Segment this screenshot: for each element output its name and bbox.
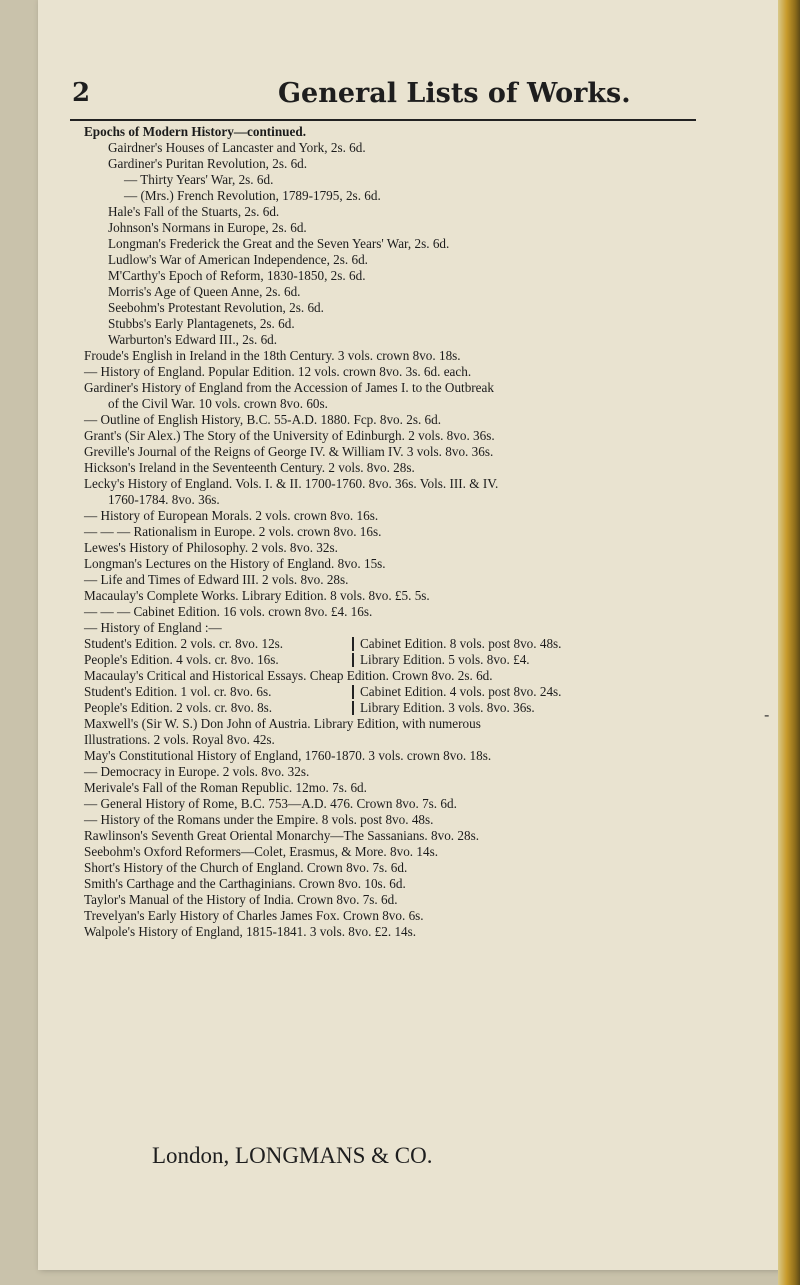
list-item: of the Civil War. 10 vols. crown 8vo. 60s. — [108, 396, 328, 411]
edition-left: Student's Edition. 1 vol. cr. 8vo. 6s. — [84, 684, 272, 699]
list-item: Stubbs's Early Plantagenets, 2s. 6d. — [108, 316, 295, 331]
list-item: Lewes's History of Philosophy. 2 vols. 8vo. 32s. — [84, 540, 338, 555]
list-item: Ludlow's War of American Independence, 2s. 6d. — [108, 252, 368, 267]
list-item: — History of England. Popular Edition. 12 vols. crown 8vo. 3s. 6d. each. — [84, 364, 472, 379]
list-item: Smith's Carthage and the Carthaginians. Crown 8vo. 10s. 6d. — [84, 876, 406, 891]
list-item: Warburton's Edward III., 2s. 6d. — [108, 332, 278, 347]
column-divider — [352, 685, 354, 699]
page-edge — [778, 0, 800, 1285]
list-item: Morris's Age of Queen Anne, 2s. 6d. — [108, 284, 301, 299]
list-item: — History of European Morals. 2 vols. crown 8vo. 16s. — [84, 508, 379, 523]
margin-mark: - — [764, 705, 770, 724]
list-item: Illustrations. 2 vols. Royal 8vo. 42s. — [84, 732, 275, 747]
list-item: Froude's English in Ireland in the 18th Century. 3 vols. crown 8vo. 18s. — [84, 348, 461, 363]
list-item: Taylor's Manual of the History of India. Crown 8vo. 7s. 6d. — [84, 892, 398, 907]
column-divider — [352, 637, 354, 651]
list-item: — (Mrs.) French Revolution, 1789-1795, 2s. 6d. — [124, 188, 381, 203]
edition-row — [84, 684, 704, 700]
list-item: Gardiner's Puritan Revolution, 2s. 6d. — [108, 156, 308, 171]
list-item: Longman's Lectures on the History of England. 8vo. 15s. — [84, 556, 386, 571]
list-item: Longman's Frederick the Great and the Seven Years' War, 2s. 6d. — [108, 236, 450, 251]
list-item: Seebohm's Protestant Revolution, 2s. 6d. — [108, 300, 324, 315]
edition-left: People's Edition. 2 vols. cr. 8vo. 8s. — [84, 700, 273, 715]
edition-left: Student's Edition. 2 vols. cr. 8vo. 12s. — [84, 636, 284, 651]
list-item: Rawlinson's Seventh Great Oriental Monarchy—The Sassanians. 8vo. 28s. — [84, 828, 480, 843]
list-item: Short's History of the Church of England. Crown 8vo. 7s. 6d. — [84, 860, 408, 875]
list-item: Seebohm's Oxford Reformers—Colet, Erasmus, & More. 8vo. 14s. — [84, 844, 438, 859]
list-item: — History of England :— — [84, 620, 222, 635]
column-divider — [352, 701, 354, 715]
edition-right: Library Edition. 3 vols. 8vo. 36s. — [360, 700, 535, 715]
list-item: M'Carthy's Epoch of Reform, 1830-1850, 2s. 6d. — [108, 268, 366, 283]
list-item: Hale's Fall of the Stuarts, 2s. 6d. — [108, 204, 280, 219]
edition-right: Cabinet Edition. 8 vols. post 8vo. 48s. — [360, 636, 562, 651]
list-item: — Life and Times of Edward III. 2 vols. 8vo. 28s. — [84, 572, 349, 587]
list-item: Walpole's History of England, 1815-1841. 3 vols. 8vo. £2. 14s. — [84, 924, 417, 939]
edition-right: Library Edition. 5 vols. 8vo. £4. — [360, 652, 530, 667]
column-divider — [352, 653, 354, 667]
book-list — [84, 124, 704, 940]
list-item: Gardiner's History of England from the Accession of James I. to the Outbreak — [84, 380, 494, 395]
page-number: 2 — [72, 78, 91, 108]
page-header — [72, 74, 692, 114]
list-item: — History of the Romans under the Empire. 8 vols. post 8vo. 48s. — [84, 812, 434, 827]
publisher-imprint: London, LONGMANS & CO. — [152, 1143, 433, 1168]
list-item: Grant's (Sir Alex.) The Story of the University of Edinburgh. 2 vols. 8vo. 36s. — [84, 428, 495, 443]
list-item: — Thirty Years' War, 2s. 6d. — [124, 172, 274, 187]
list-item: Hickson's Ireland in the Seventeenth Century. 2 vols. 8vo. 28s. — [84, 460, 415, 475]
list-item: Merivale's Fall of the Roman Republic. 12mo. 7s. 6d. — [84, 780, 367, 795]
list-item: — Democracy in Europe. 2 vols. 8vo. 32s. — [84, 764, 310, 779]
edition-row — [84, 636, 704, 652]
edition-row — [84, 652, 704, 668]
edition-right: Cabinet Edition. 4 vols. post 8vo. 24s. — [360, 684, 562, 699]
list-item: Macaulay's Critical and Historical Essays. Cheap Edition. Crown 8vo. 2s. 6d. — [84, 668, 493, 683]
list-item: — General History of Rome, B.C. 753—A.D. 476. Crown 8vo. 7s. 6d. — [84, 796, 457, 811]
section-title: Epochs of Modern History—continued. — [84, 124, 306, 139]
list-item: — — — Cabinet Edition. 16 vols. crown 8vo. £4. 16s. — [84, 604, 373, 619]
list-item: — — — Rationalism in Europe. 2 vols. crown 8vo. 16s. — [84, 524, 382, 539]
list-item: Trevelyan's Early History of Charles James Fox. Crown 8vo. 6s. — [84, 908, 424, 923]
list-item: Gairdner's Houses of Lancaster and York, 2s. 6d. — [108, 140, 366, 155]
edition-left: People's Edition. 4 vols. cr. 8vo. 16s. — [84, 652, 279, 667]
edition-row — [84, 700, 704, 716]
header-rule — [70, 119, 696, 121]
list-item: May's Constitutional History of England, 1760-1870. 3 vols. crown 8vo. 18s. — [84, 748, 492, 763]
list-item: Johnson's Normans in Europe, 2s. 6d. — [108, 220, 307, 235]
list-item: 1760-1784. 8vo. 36s. — [108, 492, 220, 507]
list-item: Greville's Journal of the Reigns of George IV. & William IV. 3 vols. 8vo. 36s. — [84, 444, 494, 459]
running-head: General Lists of Works. — [278, 78, 631, 109]
list-item: Lecky's History of England. Vols. I. & II. 1700-1760. 8vo. 36s. Vols. III. & IV. — [84, 476, 499, 491]
list-item: — Outline of English History, B.C. 55-A.D. 1880. Fcp. 8vo. 2s. 6d. — [84, 412, 442, 427]
list-item: Maxwell's (Sir W. S.) Don John of Austria. Library Edition, with numerous — [84, 716, 481, 731]
list-item: Macaulay's Complete Works. Library Edition. 8 vols. 8vo. £5. 5s. — [84, 588, 430, 603]
